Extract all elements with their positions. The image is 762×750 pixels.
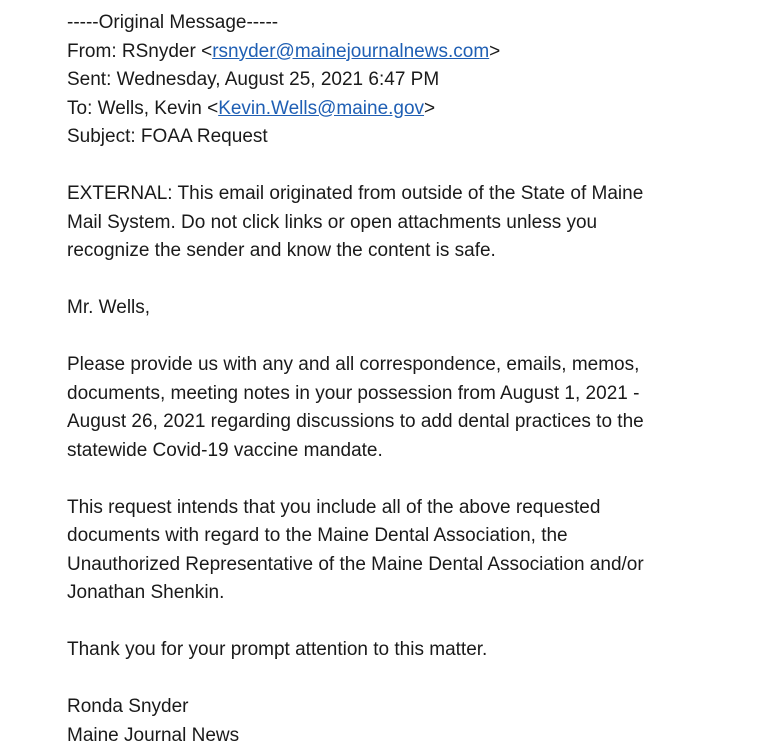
spacer — [67, 665, 747, 694]
signature-block — [67, 693, 747, 750]
spacer — [67, 465, 747, 494]
external-notice-line: Mail System. Do not click links or open attachments unless you — [67, 209, 747, 238]
spacer — [67, 152, 747, 181]
paragraph-line: Please provide us with any and all correspondence, emails, memos, — [67, 351, 747, 380]
original-message-divider: -----Original Message----- — [67, 9, 747, 38]
from-email-link[interactable]: rsnyder@mainejournalnews.com — [212, 41, 489, 62]
paragraph-line: This request intends that you include all of the above requested — [67, 494, 747, 523]
external-notice-line: EXTERNAL: This email originated from outside of the State of Maine — [67, 180, 747, 209]
to-name: Wells, Kevin < — [98, 98, 219, 119]
salutation: Mr. Wells, — [67, 294, 747, 323]
from-close: > — [489, 41, 500, 62]
from-label: From: — [67, 41, 122, 62]
scope-paragraph — [67, 494, 747, 608]
spacer — [67, 323, 747, 352]
request-paragraph — [67, 351, 747, 465]
email-document — [67, 9, 747, 750]
from-line — [67, 38, 747, 67]
subject-line: Subject: FOAA Request — [67, 123, 747, 152]
paragraph-line: documents with regard to the Maine Dental Association, the — [67, 522, 747, 551]
paragraph-line: August 26, 2021 regarding discussions to add dental practices to the — [67, 408, 747, 437]
to-close: > — [424, 98, 435, 119]
spacer — [67, 608, 747, 637]
external-notice-line: recognize the sender and know the content is safe. — [67, 237, 747, 266]
paragraph-line: documents, meeting notes in your possession from August 1, 2021 - — [67, 380, 747, 409]
from-name: RSnyder < — [122, 41, 212, 62]
closing-line: Thank you for your prompt attention to this matter. — [67, 636, 747, 665]
spacer — [67, 266, 747, 295]
signature-organization: Maine Journal News — [67, 722, 747, 750]
paragraph-line: Unauthorized Representative of the Maine Dental Association and/or — [67, 551, 747, 580]
to-line — [67, 95, 747, 124]
signature-name: Ronda Snyder — [67, 693, 747, 722]
paragraph-line: Jonathan Shenkin. — [67, 579, 747, 608]
paragraph-line: statewide Covid-19 vaccine mandate. — [67, 437, 747, 466]
external-notice — [67, 180, 747, 266]
to-email-link[interactable]: Kevin.Wells@maine.gov — [218, 98, 424, 119]
to-label: To: — [67, 98, 98, 119]
sent-line: Sent: Wednesday, August 25, 2021 6:47 PM — [67, 66, 747, 95]
